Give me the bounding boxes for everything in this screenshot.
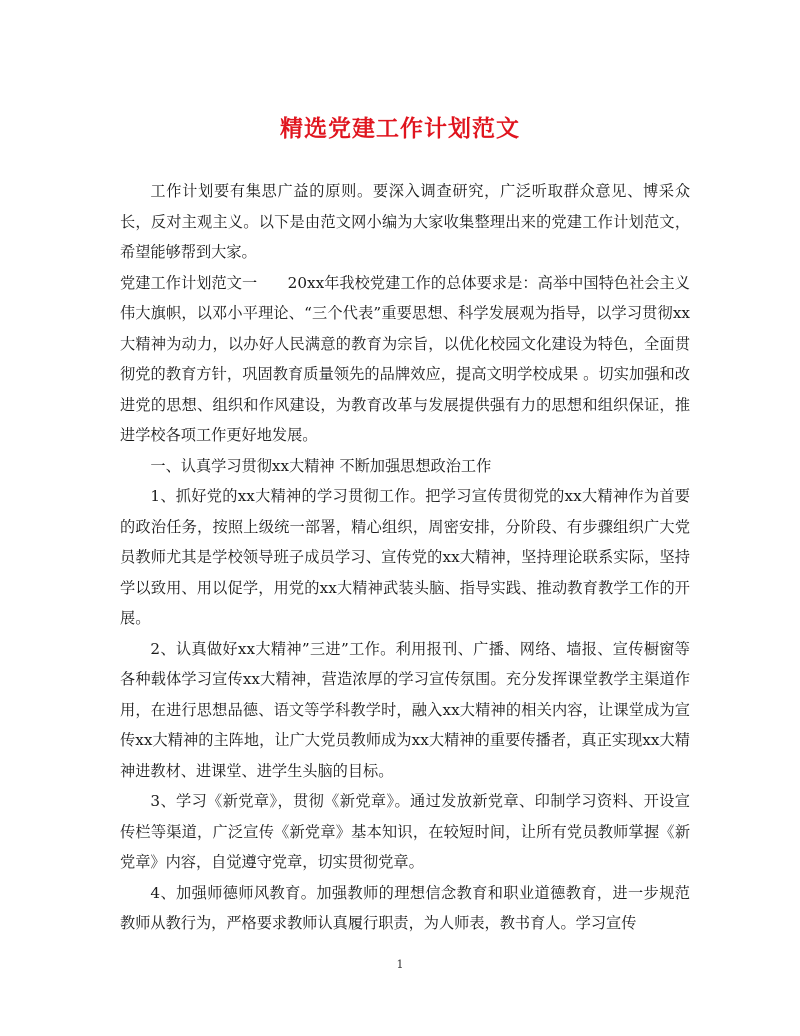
heading-one: 一、认真学习贯彻xx大精神 不断加强思想政治工作 [150, 456, 492, 475]
item-2-paragraph: 2、认真做好xx大精神”三进”工作。利用报刊、广播、网络、墙报、宣传橱窗等各种载体学习宣传xx大精神，营造浓厚的学习宣传氛围。充分发挥课堂教学主渠道作用，在进行思想品德、语文等学科教学时，融入xx大精神的相关内容，让课堂成为宣传xx大精神的主阵地，让广大党员教师成为xx大精神的重要传播者，真正实现xx大精神进教材、进课堂、进学生头脑的目标。 [120, 639, 690, 780]
document-title: 精选党建工作计划范文 [280, 116, 520, 142]
intro-paragraph: 工作计划要有集思广益的原则。要深入调查研究，广泛听取群众意见、博采众长，反对主观主义。以下是由范文网小编为大家收集整理出来的党建工作计划范文，希望能够帮到大家。 [120, 182, 690, 261]
section-one-paragraph: 党建工作计划范文一 20xx年我校党建工作的总体要求是：高举中国特色社会主义伟大旗帜，以邓小平理论、“三个代表”重要思想、科学发展观为指导，以学习贯彻xx大精神为动力，以办好人民满意的教育为宗旨，以优化校园文化建设为特色，全面贯彻党的教育方针，巩固教育质量领先的品牌效应，提高文明学校成果 。切实加强和改进党的思想、组织和作风建设，为教育改革与发展提供强有力的思想和组织保证，推进学校各项工作更好地发展。 [120, 273, 690, 444]
item-1-paragraph: 1、抓好党的xx大精神的学习贯彻工作。把学习宣传贯彻党的xx大精神作为首要的政治任务，按照上级统一部署，精心组织，周密安排，分阶段、有步骤组织广大党员教师尤其是学校领导班子成员学习、宣传党的xx大精神，坚持理论联系实际，坚持学以致用、用以促学，用党的xx大精神武装头脑、指导实践、推动教育教学工作的开展。 [120, 487, 690, 627]
item-3-paragraph: 3、学习《新党章》，贯彻《新党章》。通过发放新党章、印制学习资料、开设宣传栏等渠道，广泛宣传《新党章》基本知识，在较短时间，让所有党员教师掌握《新党章》内容，自觉遵守党章，切实贯彻党章。 [120, 792, 690, 871]
item-4-paragraph: 4、加强师德师风教育。加强教师的理想信念教育和职业道德教育，进一步规范教师从教行为，严格要求教师认真履行职责，为人师表，教书育人。学习宣传 [120, 883, 690, 932]
document-body [120, 176, 690, 939]
page-number: 1 [396, 958, 404, 971]
